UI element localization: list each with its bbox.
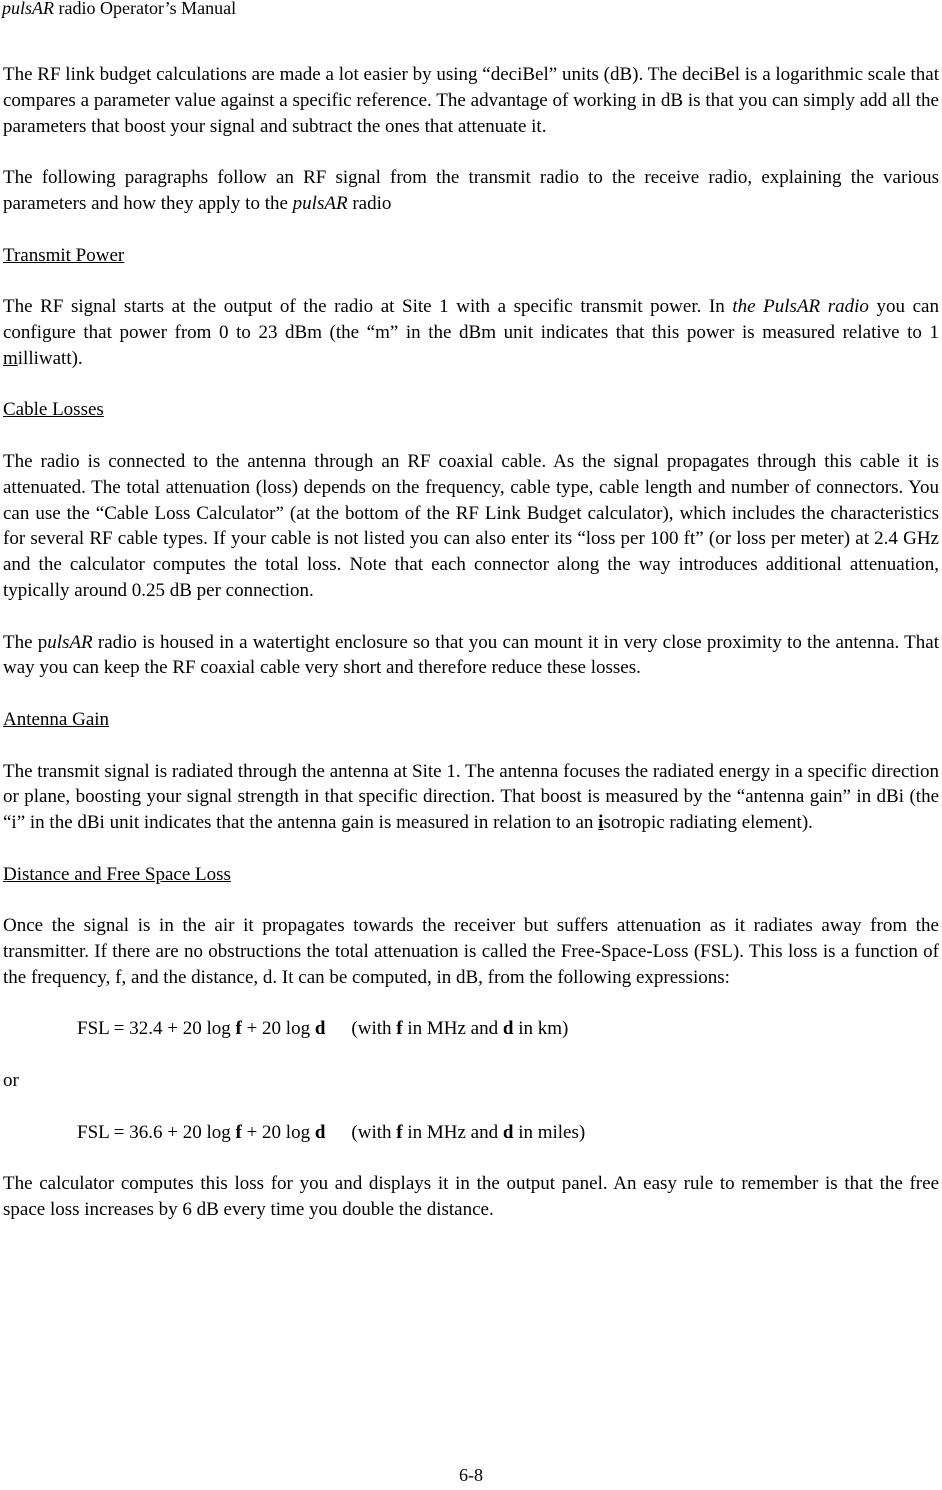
page-body bbox=[3, 62, 939, 1249]
brand-name: the PulsAR radio bbox=[732, 296, 869, 318]
transmit-power-paragraph: The RF signal starts at the output of the radio at Site 1 with a specific transmit power. In the PulsAR radio you can configure that power from 0 to 23 dBm (the “m” in the dBm unit indicates that this power is measured relative to 1 milliwatt). bbox=[3, 296, 939, 369]
transmit-power-heading: Transmit Power bbox=[3, 244, 125, 266]
fsl-formula-km: FSL = 32.4 + 20 log f + 20 log d (with f in MHz and d in km) bbox=[77, 1018, 569, 1040]
cable-losses-paragraph: The radio is connected to the antenna through an RF coaxial cable. As the signal propagates through this cable it is attenuated. The total attenuation (loss) depends on the frequency, cable type, cable length and number of connectors. You can use the “Cable Loss Calculator” (at the bottom of the RF Link Budget calculator), which includes the characteristics for several RF cable types. If your cable is not listed you can also enter its “loss per 100 ft” (or loss per meter) at 2.4 GHz and the calculator computes the total loss. Note that each connector along the way introduces additional attenuation, typically around 0.25 dB per connection. bbox=[3, 450, 939, 601]
antenna-gain-paragraph: The transmit signal is radiated through the antenna at Site 1. The antenna focuses the radiated energy in a specific direction or plane, boosting your signal strength in that specific direction. That boost is measured by the “antenna gain” in dBi (the “i” in the dBi unit indicates that the antenna gain is measured in relation to an isotropic radiating element). bbox=[3, 760, 939, 834]
brand-name: ulsAR bbox=[47, 631, 93, 653]
free-space-loss-paragraph: Once the signal is in the air it propagates towards the receiver but suffers attenuation as it radiates away from the transmitter. If there are no obstructions the total attenuation is called the Free-Space-Loss (FSL). This loss is a function of the frequency, f, and the distance, d. It can be computed, in dB, from the following expressions: bbox=[3, 915, 939, 988]
fsl-formula-miles: FSL = 36.6 + 20 log f + 20 log d (with f in MHz and d in miles) bbox=[77, 1121, 586, 1143]
antenna-gain-heading: Antenna Gain bbox=[3, 708, 110, 730]
calculator-paragraph: The calculator computes this loss for you and displays it in the output panel. An easy rule to remember is that the free space loss increases by 6 dB every time you double the distance. bbox=[3, 1173, 939, 1221]
enclosure-paragraph: The pulsAR radio is housed in a watertight enclosure so that you can mount it in very close proximity to the antenna. That way you can keep the RF coaxial cable very short and therefore reduce these losses. bbox=[3, 631, 939, 679]
running-header bbox=[2, 0, 236, 19]
page-number: 6-8 bbox=[459, 1465, 483, 1485]
brand-name: pulsAR bbox=[292, 192, 348, 214]
header-brand: pulsAR bbox=[2, 0, 54, 18]
free-space-loss-heading: Distance and Free Space Loss bbox=[3, 863, 231, 885]
follow-paragraph: The following paragraphs follow an RF signal from the transmit radio to the receive radio, explaining the various parameters and how they apply to the pulsAR radio bbox=[3, 167, 939, 214]
formula-or: or bbox=[3, 1070, 19, 1092]
intro-paragraph: The RF link budget calculations are made a lot easier by using “deciBel” units (dB). The deciBel is a logarithmic scale that compares a parameter value against a specific reference. The advantage of working in dB is that you can simply add all the parameters that boost your signal and subtract the ones that attenuate it. bbox=[3, 64, 939, 137]
header-title: radio Operator’s Manual bbox=[54, 0, 237, 18]
cable-losses-heading: Cable Losses bbox=[3, 399, 104, 421]
